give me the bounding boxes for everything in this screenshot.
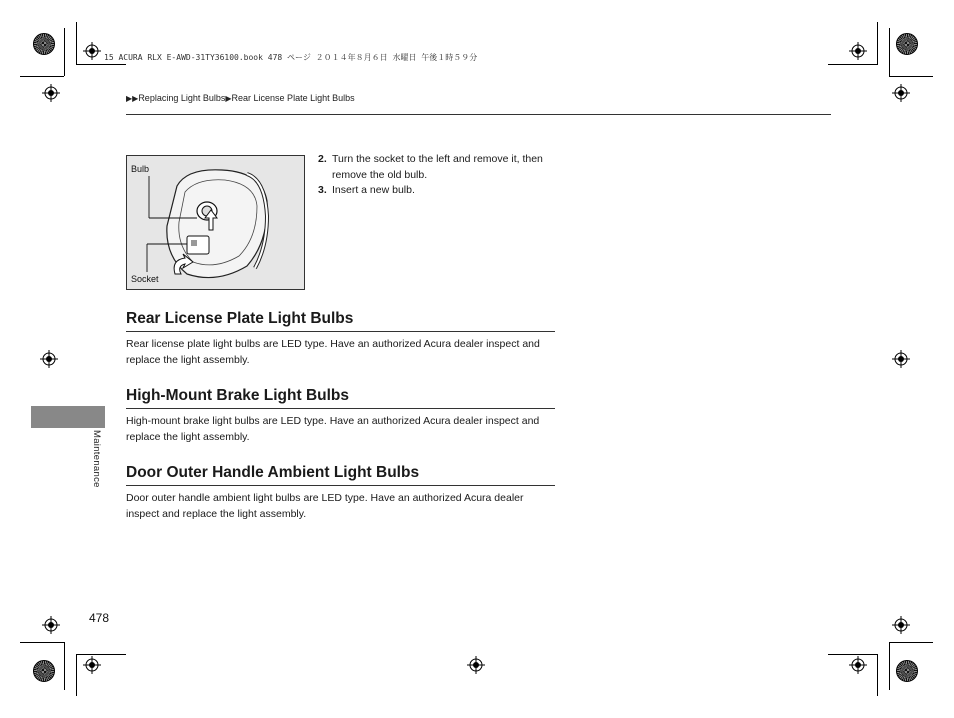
section-high-mount-brake xyxy=(126,387,555,445)
section-body: Rear license plate light bulbs are LED type. Have an authorized Acura dealer inspect and replace the light assembly. xyxy=(126,338,540,366)
section-body: High-mount brake light bulbs are LED type. Have an authorized Acura dealer inspect and replace the light assembly. xyxy=(126,415,540,443)
section-door-outer-handle xyxy=(126,464,555,522)
breadcrumb-link-replacing-light-bulbs[interactable]: Replacing Light Bulbs xyxy=(138,93,226,103)
registration-target-icon xyxy=(42,616,60,634)
crop-mark xyxy=(76,654,77,696)
step-text: Insert a new bulb. xyxy=(332,184,415,196)
registration-target-icon xyxy=(892,616,910,634)
chapter-label: Maintenance xyxy=(91,430,102,488)
crop-mark xyxy=(828,64,878,65)
color-rosette-icon xyxy=(33,660,55,682)
registration-target-icon xyxy=(892,84,910,102)
color-rosette-icon xyxy=(896,660,918,682)
lamp-housing-drawing xyxy=(127,156,305,290)
crop-mark xyxy=(889,28,890,76)
print-header: 15 ACURA RLX E-AWD-31TY36100.book 478 ページ ２０１４年８月６日 水曜日 午後１時５９分 xyxy=(104,53,478,62)
crop-mark xyxy=(76,22,77,64)
step-number: 3. xyxy=(318,184,327,196)
crop-mark xyxy=(64,642,65,690)
figure-label-socket: Socket xyxy=(131,274,159,284)
crop-mark xyxy=(76,654,126,655)
crop-mark xyxy=(20,642,64,643)
crop-mark xyxy=(889,642,890,690)
crop-mark xyxy=(20,76,64,77)
color-rosette-icon xyxy=(896,33,918,55)
registration-target-icon xyxy=(40,350,58,368)
step-item xyxy=(318,152,558,183)
crop-mark xyxy=(889,76,933,77)
crop-mark xyxy=(76,64,126,65)
crop-mark xyxy=(877,654,878,696)
breadcrumb xyxy=(126,93,355,103)
chapter-tab[interactable] xyxy=(31,406,105,428)
crop-mark xyxy=(64,28,65,76)
breadcrumb-marker-icon: ▶▶ xyxy=(126,94,139,103)
registration-target-icon xyxy=(849,656,867,674)
breadcrumb-separator-icon: ▶ xyxy=(225,94,232,103)
crop-mark xyxy=(877,22,878,64)
registration-target-icon xyxy=(849,42,867,60)
instruction-steps xyxy=(318,152,558,199)
registration-target-icon xyxy=(83,42,101,60)
section-rear-license-plate xyxy=(126,310,555,368)
registration-target-icon xyxy=(892,350,910,368)
registration-target-icon xyxy=(467,656,485,674)
registration-target-icon xyxy=(83,656,101,674)
crop-mark xyxy=(828,654,878,655)
crop-mark xyxy=(889,642,933,643)
step-item xyxy=(318,183,558,199)
step-number: 2. xyxy=(318,153,327,165)
section-body: Door outer handle ambient light bulbs are LED type. Have an authorized Acura dealer inspect and replace the light assembly. xyxy=(126,492,524,520)
step-text: Turn the socket to the left and remove it, then remove the old bulb. xyxy=(332,153,543,181)
page-number: 478 xyxy=(89,611,110,625)
socket-illustration xyxy=(126,155,305,290)
figure-label-bulb: Bulb xyxy=(131,164,150,174)
breadcrumb-current: Rear License Plate Light Bulbs xyxy=(231,93,355,103)
color-rosette-icon xyxy=(33,33,55,55)
registration-target-icon xyxy=(42,84,60,102)
header-rule xyxy=(126,114,831,115)
section-heading: High-Mount Brake Light Bulbs xyxy=(126,387,555,409)
section-heading: Rear License Plate Light Bulbs xyxy=(126,310,555,332)
section-heading: Door Outer Handle Ambient Light Bulbs xyxy=(126,464,555,486)
